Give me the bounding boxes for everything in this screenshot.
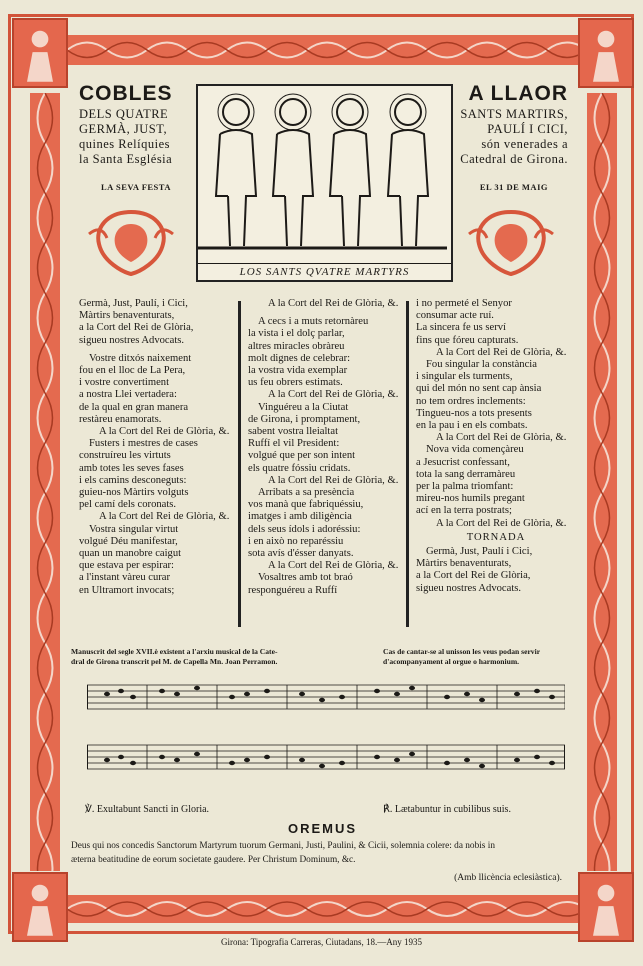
verse-line: Vinguéreu a la Ciutat bbox=[258, 401, 349, 413]
verse-line: restàreu enamorats. bbox=[79, 413, 162, 425]
title-left-line: la Santa Església bbox=[79, 152, 173, 166]
verse-line: Tingueu-nos a tots presents bbox=[416, 407, 532, 419]
title-left: COBLES bbox=[79, 82, 173, 105]
verse-line: fou en el lloc de La Pera, bbox=[79, 365, 186, 377]
verse-line: A la Cort del Rei de Glòria, &. bbox=[268, 389, 399, 401]
corner-saint-top-right bbox=[578, 18, 634, 88]
ornament-left bbox=[87, 204, 175, 278]
verse-line: us feu obrers estimats. bbox=[248, 377, 343, 389]
verse-line: i en això no reparéssiu bbox=[248, 535, 344, 547]
column-divider-2 bbox=[406, 301, 409, 627]
feast-label: LA SEVA FESTA bbox=[101, 182, 171, 192]
music-performance-line: Cas de cantar-se al unisson les veus podan servir bbox=[383, 647, 541, 656]
verse-line: i singular els turments, bbox=[416, 371, 513, 383]
verse-line: A la Cort del Rei de Glòria, &. bbox=[99, 511, 230, 523]
verse-line: no tem ordres inclements: bbox=[416, 395, 526, 407]
verse-line: consumar acte ruí. bbox=[416, 310, 494, 322]
verse-line: fins que fóreu capturats. bbox=[416, 334, 519, 346]
verse-line: Arribats a sa presència bbox=[258, 487, 355, 499]
title-left-lines bbox=[79, 107, 172, 167]
verse-line: en la pau i en els combats. bbox=[416, 420, 528, 432]
ecclesiastical-license: (Amb llicència eclesiàstica). bbox=[454, 873, 562, 883]
corner-saint-top-left bbox=[12, 18, 68, 88]
verse-line: A la Cort del Rei de Glòria, &. bbox=[268, 474, 399, 486]
title-right-line: SANTS MARTIRS, bbox=[460, 107, 568, 121]
right-ornament-band bbox=[587, 93, 617, 871]
verse-line: a nostra Llei vertadera: bbox=[79, 389, 177, 401]
verse-line: a la Cort del Rei de Glòria, bbox=[79, 322, 194, 334]
verse-line: molt dignes de celebrar: bbox=[248, 352, 351, 364]
verse-line: i els camins desconeguts: bbox=[79, 474, 187, 486]
music-performance-note bbox=[383, 647, 540, 667]
verse-line: a l'instant vàreu curar bbox=[79, 572, 171, 584]
music-staff-1 bbox=[87, 679, 565, 717]
title-right-line: PAULÍ I CICI, bbox=[487, 122, 568, 136]
woodcut-caption: LOS SANTS QVATRE MARTYRS bbox=[198, 263, 451, 278]
verse-line: Germà, Just, Paulí i Cici, bbox=[426, 546, 533, 558]
verse-line: Fusters i mestres de cases bbox=[89, 438, 198, 450]
verse-line: vos manà que fabriquéssiu, bbox=[248, 499, 364, 511]
verse-line: A la Cort del Rei de Glòria, &. bbox=[436, 432, 567, 444]
title-left-line: DELS QUATRE bbox=[79, 107, 169, 121]
verse-line: La sincera fe us serví bbox=[416, 322, 507, 334]
verse-line: Vosaltres amb tot braó bbox=[258, 572, 353, 584]
verse-line: volgué que per son intent bbox=[248, 450, 356, 462]
verse-line: Vostre ditxós naixement bbox=[89, 352, 192, 364]
verse-line: sigueu nostres Advocats. bbox=[416, 582, 522, 594]
verse-line: mireu-nos humils pregant bbox=[416, 493, 525, 505]
music-source-line: Manuscrit del segle XVII.è existent a l'arxiu musical de la Cate- bbox=[71, 647, 278, 656]
verse-line: sigueu nostres Advocats. bbox=[79, 334, 185, 346]
verse-line: A la Cort del Rei de Glòria, &. bbox=[99, 426, 230, 438]
verse-line: altres miracles obràreu bbox=[248, 340, 345, 352]
music-source-note bbox=[71, 647, 277, 667]
verse-line: ací en la terra postrats; bbox=[416, 505, 512, 517]
verse-line: guieu-nos Màrtirs volguts bbox=[79, 487, 189, 499]
verse-line: Germà, Just, Paulí, i Cici, bbox=[79, 298, 188, 309]
verse-line: a la Cort del Rei de Glòria, bbox=[416, 570, 531, 582]
oremus-prayer bbox=[71, 839, 576, 867]
verse-line: Fou singular la constància bbox=[426, 359, 537, 371]
verse-line: volgué Déu manifestar, bbox=[79, 535, 178, 547]
music-source-line: dral de Girona transcrit pel M. de Capella Mn. Joan Perramon. bbox=[71, 657, 278, 666]
verse-line: Ruffí el vil President: bbox=[248, 438, 340, 450]
verse-line: per la palma triomfant: bbox=[416, 481, 514, 493]
corner-saint-bottom-right bbox=[578, 872, 634, 942]
column-divider-1 bbox=[238, 301, 241, 627]
verse-line: imatges i amb diligència bbox=[248, 511, 352, 523]
verse-line: a Jesucrist confessant, bbox=[416, 456, 510, 468]
verse-line: A la Cort del Rei de Glòria, &. bbox=[268, 560, 399, 572]
verse-line: la vostra vida exemplar bbox=[248, 365, 348, 377]
verse-line: quan un manobre caigut bbox=[79, 548, 182, 560]
prayer-line: æterna beatitudine de eorum societate gaudere. Per Christum Dominum, &c. bbox=[71, 855, 356, 865]
verse-line: qui del món no sent cap ànsia bbox=[416, 383, 542, 395]
verse-line: i vostre convertiment bbox=[79, 377, 170, 389]
prayer-line: Deus qui nos concedis Sanctorum Martyrum tuorum Germani, Justi, Paulini, & Cicii, solemnia colere: da nobis in bbox=[71, 841, 495, 851]
verse-line: Vostra singular virtut bbox=[89, 523, 179, 535]
verse-line: A la Cort del Rei de Glòria, &. bbox=[268, 298, 399, 309]
verse-column-3 bbox=[416, 298, 576, 595]
verse-line: els quatre fóssiu cridats. bbox=[248, 462, 351, 474]
corner-saint-bottom-left bbox=[12, 872, 68, 942]
title-right-line: són venerades a bbox=[481, 137, 568, 151]
top-ornament-band bbox=[67, 35, 578, 65]
verse-line: construíreu les virtuts bbox=[79, 450, 171, 462]
verse-line: que estava per espirar: bbox=[79, 560, 175, 572]
oremus-heading: OREMUS bbox=[287, 821, 358, 836]
verse-line: responguéreu a Ruffí bbox=[248, 584, 338, 596]
music-performance-line: d'acompanyament al orgue o harmonium. bbox=[383, 657, 520, 666]
saints-figures bbox=[198, 86, 447, 256]
verse-line: Màrtirs benaventurats, bbox=[79, 310, 175, 322]
verse-line: sota avís d'ésser danyats. bbox=[248, 548, 354, 560]
verse-line: pel camí dels coronats. bbox=[79, 499, 177, 511]
title-left-line: quines Relíquies bbox=[79, 137, 170, 151]
bottom-ornament-band bbox=[67, 895, 578, 923]
music-staff-2 bbox=[87, 739, 565, 777]
title-right: A LLAOR bbox=[468, 82, 568, 105]
left-ornament-band bbox=[30, 93, 60, 871]
verse-line: en Ultramort invocats; bbox=[79, 584, 175, 596]
verse-line: de la qual en gran manera bbox=[79, 401, 189, 413]
verse-line: TORNADA bbox=[466, 531, 526, 543]
response: ℟. Lætabuntur in cubilibus suis. bbox=[383, 804, 511, 815]
verse-line: Nova vida començàreu bbox=[426, 444, 524, 456]
verse-column-1 bbox=[79, 298, 243, 597]
verse-line: A cecs i a muts retornàreu bbox=[258, 316, 369, 328]
printer-imprint: Girona: Tipografia Carreras, Ciutadans, 18.—Any 1935 bbox=[221, 937, 422, 947]
verse-line: de Girona, i promptament, bbox=[248, 413, 361, 425]
verse-line: A la Cort del Rei de Glòria, &. bbox=[436, 346, 567, 358]
verse-line: A la Cort del Rei de Glòria, &. bbox=[436, 517, 567, 529]
versicle: ℣. Exultabunt Sancti in Gloria. bbox=[85, 804, 210, 815]
verse-line: Màrtirs benaventurats, bbox=[416, 558, 512, 570]
title-right-line: Catedral de Girona. bbox=[460, 152, 568, 166]
verse-line: tota la sang derramàreu bbox=[416, 468, 516, 480]
verse-column-2 bbox=[248, 298, 412, 597]
verse-line: dels seus ídols i adoréssiu: bbox=[248, 523, 361, 535]
verse-line: amb totes les seves fases bbox=[79, 462, 184, 474]
four-martyrs-woodcut bbox=[196, 84, 453, 282]
feast-date: EL 31 DE MAIG bbox=[479, 182, 548, 192]
verse-line: sabent vostra lleialtat bbox=[248, 426, 339, 438]
verse-line: la vista i el dolç parlar, bbox=[248, 328, 345, 340]
title-left-line: GERMÀ, JUST, bbox=[79, 122, 168, 136]
ornament-right bbox=[467, 204, 555, 278]
title-right-lines bbox=[460, 107, 568, 167]
verse-line: i no permeté el Senyor bbox=[416, 298, 512, 309]
page-content bbox=[67, 69, 578, 891]
